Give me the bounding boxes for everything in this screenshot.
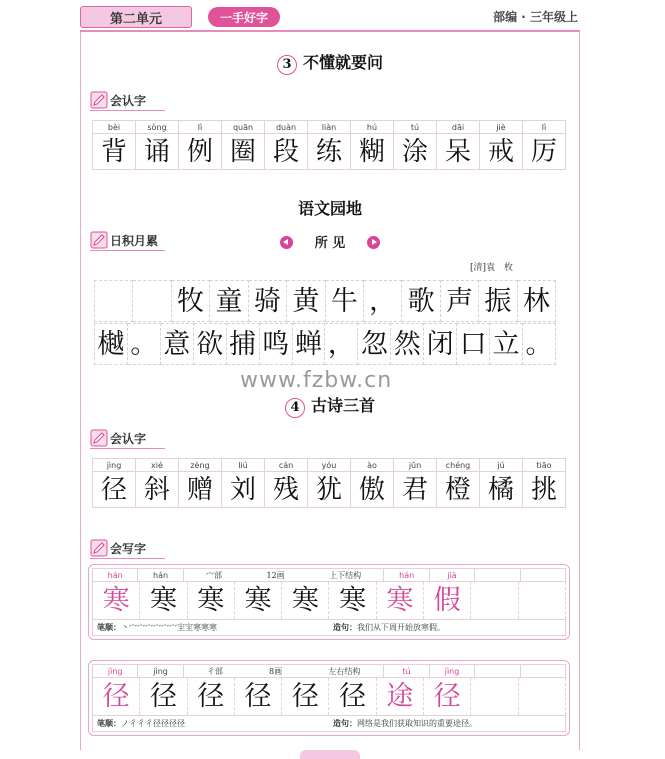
poem-line-1 (94, 280, 556, 322)
stroke-order-label: 笔顺： (97, 719, 121, 728)
hanzi-char: 戒 (480, 134, 522, 170)
pencil-icon (90, 539, 108, 557)
section-underline (90, 558, 165, 559)
lesson3-title-text: 不懂就要问 (302, 53, 383, 72)
pinyin-label: tiāo (523, 458, 565, 472)
char-cell (265, 458, 308, 508)
write-label: 会写字 (90, 538, 146, 558)
char-cell (394, 120, 437, 170)
word-char: 径 (424, 678, 471, 715)
hanzi-char: 刘 (222, 472, 264, 508)
lesson3-number: 3 (277, 55, 297, 75)
word-char: 假 (424, 582, 471, 619)
practice-char: 径 (188, 678, 235, 715)
char-cell (480, 120, 523, 170)
poem-char: 樾 (94, 323, 128, 365)
word-char: 途 (377, 678, 424, 715)
pinyin-label: lì (179, 120, 221, 134)
poem-char: 歌 (402, 280, 440, 322)
pinyin-label: cán (265, 458, 307, 472)
sentence-text: 网络是我们获取知识的重要途径。 (357, 719, 477, 728)
pinyin-label: jìng (93, 458, 135, 472)
hanzi-char: 厉 (523, 134, 565, 170)
poem-char: 黄 (287, 280, 325, 322)
char-cell (92, 458, 136, 508)
pinyin-copy: hán (138, 569, 183, 581)
stroke-count: 12画 (266, 571, 285, 580)
hanzi-char: 诵 (136, 134, 178, 170)
poem-char: 童 (210, 280, 248, 322)
poem-line-2 (94, 323, 556, 365)
word-pinyin: jià (430, 569, 475, 581)
hanzi-char: 残 (265, 472, 307, 508)
pinyin-label: xié (136, 458, 178, 472)
hanzi-char: 圈 (222, 134, 264, 170)
pinyin-label: jiè (480, 120, 522, 134)
poem-char: 欲 (194, 323, 227, 365)
word-pinyin: jìng (430, 665, 475, 677)
pinyin-label: jú (480, 458, 522, 472)
lesson3-recognize-label: 会认字 (90, 90, 146, 110)
pinyin-label: duàn (265, 120, 307, 134)
lesson3-title (80, 50, 580, 75)
hanzi-char: 挑 (523, 472, 565, 508)
pinyin-label: lì (523, 120, 565, 134)
char-cell (523, 458, 566, 508)
hanzi-char: 例 (179, 134, 221, 170)
pinyin-label: zèng (179, 458, 221, 472)
poem-char: 忽 (358, 323, 391, 365)
lesson4-title (80, 393, 580, 418)
sentence-label: 造句： (333, 719, 357, 728)
practice-char: 寒 (140, 582, 187, 619)
char-cell (136, 458, 179, 508)
hanzi-char: 段 (265, 134, 307, 170)
poem-char: 牛 (326, 280, 364, 322)
char-cell (222, 120, 265, 170)
pinyin-main: hán (92, 569, 138, 581)
pinyin-label: liú (222, 458, 264, 472)
poem-char: 。 (128, 323, 161, 365)
lesson4-number: 4 (285, 398, 305, 418)
yuandi-title: 语文园地 (297, 199, 362, 218)
char-cell (523, 120, 566, 170)
char-cell (394, 458, 437, 508)
lesson4-recognize-label: 会认字 (90, 428, 146, 448)
poem-char: 牧 (172, 280, 210, 322)
practice-char: 径 (235, 678, 282, 715)
unit-label: 第二单元 (80, 6, 192, 28)
char-cell (136, 120, 179, 170)
block-outline (88, 564, 570, 640)
poem-char: 林 (518, 280, 556, 322)
grade-label: 部编 · 三年级上 (493, 10, 578, 24)
hanzi-char: 橘 (480, 472, 522, 508)
pinyin-label: hú (351, 120, 393, 134)
poem-char: ， (364, 280, 402, 322)
word-pinyin: hán (384, 569, 429, 581)
hanzi-char: 赠 (179, 472, 221, 508)
block-outline (88, 660, 570, 736)
practice-char: 寒 (188, 582, 235, 619)
pinyin-label: chéng (437, 458, 479, 472)
char-cell (179, 120, 222, 170)
sentence-label: 造句： (333, 623, 357, 632)
hanzi-char: 径 (93, 472, 135, 508)
char-cell (265, 120, 308, 170)
poem-char (133, 280, 171, 322)
lesson4-recognize-grid (92, 458, 566, 508)
pencil-icon (90, 91, 108, 109)
pinyin-main: jìng (92, 665, 138, 677)
stroke-order-label: 笔顺： (97, 623, 121, 632)
char-cell (351, 458, 394, 508)
hanzi-char: 练 (308, 134, 350, 170)
pinyin-label: tú (394, 120, 436, 134)
prev-arrow-icon (280, 236, 293, 249)
char-cell (437, 120, 480, 170)
char-cell (92, 120, 136, 170)
pinyin-label: bèi (93, 120, 135, 134)
stroke-count: 8画 (269, 667, 283, 676)
poem-char (94, 280, 133, 322)
practice-char: 径 (92, 678, 140, 715)
poem-char: 意 (161, 323, 194, 365)
poem-char: 。 (523, 323, 556, 365)
radical-label: 彳部 (206, 667, 223, 676)
lesson3-recognize-grid (92, 120, 566, 170)
structure-label: 左右结构 (328, 667, 361, 676)
poem-char: 捕 (227, 323, 260, 365)
char-cell (351, 120, 394, 170)
radical-label: 宀部 (206, 571, 222, 580)
practice-char: 寒 (329, 582, 376, 619)
hanzi-char: 斜 (136, 472, 178, 508)
page-header (80, 6, 580, 28)
hanzi-char: 橙 (437, 472, 479, 508)
poem-char: 闭 (424, 323, 457, 365)
next-arrow-icon (367, 236, 380, 249)
pinyin-label: yóu (308, 458, 350, 472)
poem-title: 所 见 (80, 232, 580, 251)
section-underline (90, 110, 165, 111)
stroke-order-text: ノ彳彳彳径径径径 (121, 719, 185, 728)
daily-label: 日积月累 (90, 230, 158, 250)
poem-char: 振 (479, 280, 517, 322)
char-cell (480, 458, 523, 508)
poem-char: 然 (391, 323, 424, 365)
word-char: 寒 (377, 582, 424, 619)
char-cell (179, 458, 222, 508)
series-badge: 一手好字 (208, 7, 280, 27)
section-underline (90, 448, 165, 449)
practice-char: 径 (282, 678, 329, 715)
write-practice-jing (92, 664, 566, 732)
pinyin-label: dāi (437, 120, 479, 134)
practice-char: 寒 (235, 582, 282, 619)
sentence-text: 我们从下周开始放寒假。 (357, 623, 445, 632)
pinyin-label: liàn (308, 120, 350, 134)
stroke-order-text: 丶宀宀宀宀宀宀宔宔寒寒寒 (121, 623, 217, 632)
hanzi-char: 呆 (437, 134, 479, 170)
poem-char: 声 (441, 280, 479, 322)
practice-char: 径 (140, 678, 187, 715)
hanzi-char: 君 (394, 472, 436, 508)
poem-char: 骑 (249, 280, 287, 322)
char-cell (308, 120, 351, 170)
pinyin-label: sòng (136, 120, 178, 134)
poem-author: [清]袁 枚 (470, 263, 514, 273)
page-bottom-tab (300, 750, 360, 759)
pencil-icon (90, 429, 108, 447)
pinyin-label: ào (351, 458, 393, 472)
structure-label: 上下结构 (329, 571, 362, 580)
word-pinyin: tú (384, 665, 429, 677)
poem-char: ， (325, 323, 358, 365)
hanzi-char: 犹 (308, 472, 350, 508)
poem-char: 鸣 (260, 323, 293, 365)
hanzi-char: 背 (93, 134, 135, 170)
hanzi-char: 糊 (351, 134, 393, 170)
practice-char: 寒 (282, 582, 329, 619)
pinyin-label: jūn (394, 458, 436, 472)
practice-char: 径 (329, 678, 376, 715)
lesson4-title-text: 古诗三首 (310, 396, 375, 415)
pinyin-label: quān (222, 120, 264, 134)
char-cell (308, 458, 351, 508)
char-cell (437, 458, 480, 508)
watermark: www.fzbw.cn (240, 368, 393, 393)
write-practice-han (92, 568, 566, 636)
hanzi-char: 涂 (394, 134, 436, 170)
poem-char: 蝉 (293, 323, 326, 365)
hanzi-char: 傲 (351, 472, 393, 508)
poem-char: 立 (490, 323, 523, 365)
poem-char: 口 (457, 323, 490, 365)
practice-char: 寒 (92, 582, 140, 619)
pinyin-copy: jìng (138, 665, 183, 677)
char-cell (222, 458, 265, 508)
